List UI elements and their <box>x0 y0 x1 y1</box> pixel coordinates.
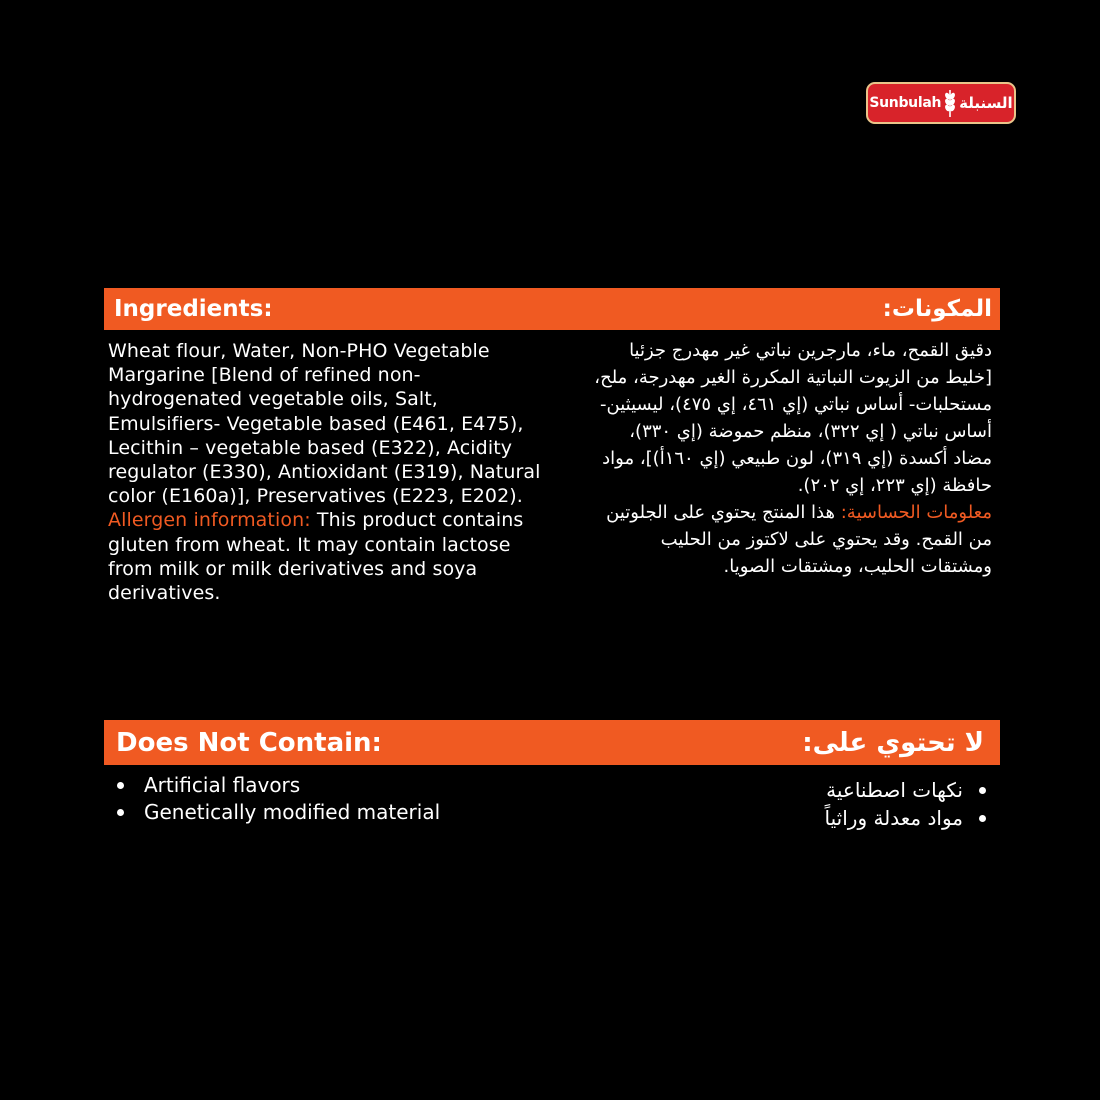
allergen-text-en: This product contains gluten from wheat. It may contain lactose from milk or milk derivatives and soya derivatives. <box>108 509 524 605</box>
brand-name-en: Sunbulah <box>869 95 942 111</box>
wheat-icon <box>944 88 956 118</box>
does-not-contain-list-en <box>112 772 440 826</box>
bullet-icon <box>979 787 986 794</box>
bullet-icon <box>979 815 986 822</box>
ingredients-title-ar: المكونات: <box>882 296 992 322</box>
ingredients-text-en: Wheat flour, Water, Non-PHO Vegetable Margarine [Blend of refined non-hydrogenated vegetable oils, Salt, Emulsifiers- Vegetable based (E461, E475), Lecithin – vegetable based (E322), Acidity regulator (E330), Antioxidant (E319), Natural color (E160a)], Preservatives (E223, E202). <box>108 340 541 508</box>
ingredients-body-en <box>108 339 548 605</box>
does-not-contain-title-ar: لا تحتوي على: <box>802 727 984 758</box>
allergen-label-ar: معلومات الحساسية: <box>840 502 992 523</box>
bullet-icon <box>117 782 124 789</box>
allergen-info-ar <box>592 499 992 580</box>
list-item: Genetically modified material <box>112 799 440 826</box>
list-item: مواد معدلة وراثياً <box>825 804 988 832</box>
does-not-contain-title-en: Does Not Contain: <box>116 727 382 758</box>
ingredients-title-en: Ingredients: <box>114 296 273 322</box>
brand-name-ar: السنبلة <box>959 94 1013 112</box>
allergen-info-en <box>108 508 548 605</box>
bullet-icon <box>117 809 124 816</box>
ingredients-body-ar <box>592 337 992 580</box>
allergen-label-en: Allergen information: <box>108 509 311 532</box>
ingredients-header <box>104 288 1000 330</box>
allergen-text-ar: هذا المنتج يحتوي على الجلوتين من القمح. وقد يحتوي على لاكتوز من الحليب ومشتقات الحليب، ومشتقات الصويا. <box>606 502 992 577</box>
list-item: Artificial flavors <box>112 772 440 799</box>
does-not-contain-list-ar <box>825 776 988 832</box>
brand-logo <box>866 82 1016 124</box>
list-item: نكهات اصطناعية <box>825 776 988 804</box>
does-not-contain-header <box>104 720 1000 765</box>
ingredients-text-ar: دقيق القمح، ماء، مارجرين نباتي غير مهدرج جزئيا [خليط من الزيوت النباتية المكررة الغير مهدرجة، ملح، مستحلبات- أساس نباتي (إي ٤٦١، إي ٤٧٥)، ليسيثين- أساس نباتي ( إي ٣٢٢)، منظم حموضة (إي ٣٣٠)، مضاد أكسدة (إي ٣١٩)، لون طبيعي (إي ١٦٠أ)]، مواد حافظة (إي ٢٢٣، إي ٢٠٢). <box>594 340 992 496</box>
